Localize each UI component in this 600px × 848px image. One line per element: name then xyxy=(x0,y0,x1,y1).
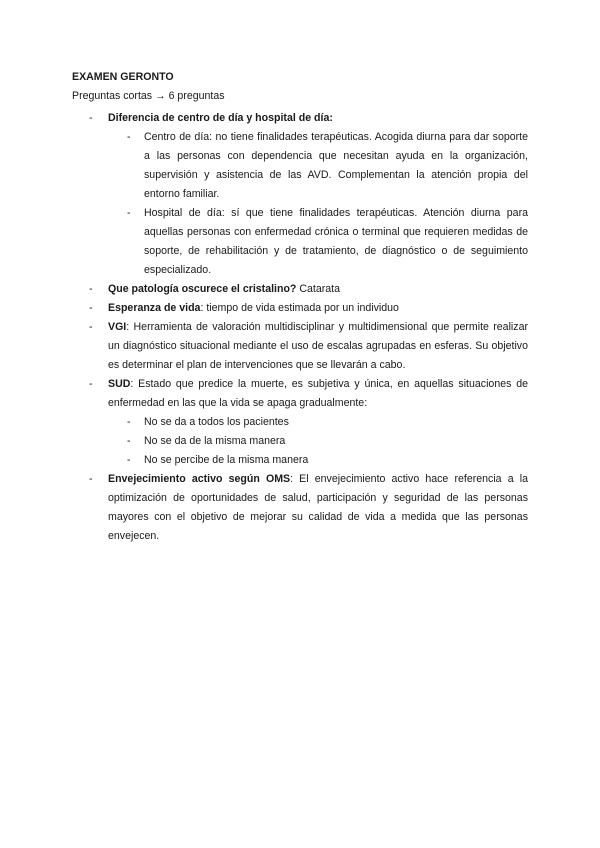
bullet-dash: - xyxy=(127,416,131,428)
sub-item-text: No se da de la misma manera xyxy=(144,435,286,447)
bullet-dash: - xyxy=(127,131,131,143)
sub-list-item xyxy=(108,128,528,204)
bullet-dash: - xyxy=(89,473,93,485)
answer-text: : Herramienta de valoración multidisciplinar y multidimensional que permite realizar un diagnóstico situacional mediante el uso de escalas agrupadas en esferas. Su objetivo es determinar el plan de intervenciones que se llevarán a cabo. xyxy=(108,321,528,371)
bullet-dash: - xyxy=(127,207,131,219)
answer-text: Catarata xyxy=(296,283,340,295)
document-subtitle: Preguntas cortas → 6 preguntas xyxy=(72,90,225,102)
question-bold: VGI xyxy=(108,321,127,333)
answer-text: : Estado que predice la muerte, es subjetiva y única, en aquellas situaciones de enfermedad en las que la vida se apaga gradualmente: xyxy=(108,378,528,409)
document-title: EXAMEN GERONTO xyxy=(72,71,174,83)
list-item xyxy=(72,375,528,470)
question-bold: Esperanza de vida xyxy=(108,302,201,314)
bullet-dash: - xyxy=(89,283,93,295)
bullet-dash: - xyxy=(89,112,93,124)
question-list xyxy=(72,109,528,546)
bullet-dash: - xyxy=(89,378,93,390)
sub-list xyxy=(108,128,528,280)
list-item xyxy=(72,109,528,280)
sub-list-item xyxy=(108,432,528,451)
sub-item-text: No se percibe de la misma manera xyxy=(144,454,309,466)
sub-list-item xyxy=(108,204,528,280)
bullet-dash: - xyxy=(89,321,93,333)
question-bold: SUD xyxy=(108,378,131,390)
sub-item-text: No se da a todos los pacientes xyxy=(144,416,289,428)
list-item xyxy=(72,280,528,299)
list-item xyxy=(72,318,528,375)
sub-list-item xyxy=(108,451,528,470)
sub-item-text: Hospital de día: sí que tiene finalidades terapéuticas. Atención diurna para aquellas personas con enfermedad crónica o terminal que requieren medidas de soporte, de rehabilitación y de tratamiento, de diagnóstico o de seguimiento especializado. xyxy=(144,207,528,276)
bullet-dash: - xyxy=(127,435,131,447)
answer-text: : El envejecimiento activo hace referencia a la optimización de oportunidades de salud, participación y seguridad de las personas mayores con el objetivo de mejorar su calidad de vida a medida que las personas envejecen. xyxy=(108,473,528,542)
list-item xyxy=(72,299,528,318)
answer-text: : tiempo de vida estimada por un individuo xyxy=(200,302,399,314)
question-heading: Diferencia de centro de día y hospital de día: xyxy=(108,112,333,124)
bullet-dash: - xyxy=(127,454,131,466)
question-bold: Que patología oscurece el cristalino? xyxy=(108,283,297,295)
question-bold: Envejecimiento activo según OMS xyxy=(108,473,291,485)
sub-list xyxy=(108,413,528,470)
list-item xyxy=(72,470,528,546)
bullet-dash: - xyxy=(89,302,93,314)
sub-list-item xyxy=(108,413,528,432)
sub-item-text: Centro de día: no tiene finalidades terapéuticas. Acogida diurna para dar soporte a las personas con dependencia que necesitan ayuda en la organización, supervisión y asistencia de las AVD. Complementan la atención propia del entorno familiar. xyxy=(144,131,528,200)
